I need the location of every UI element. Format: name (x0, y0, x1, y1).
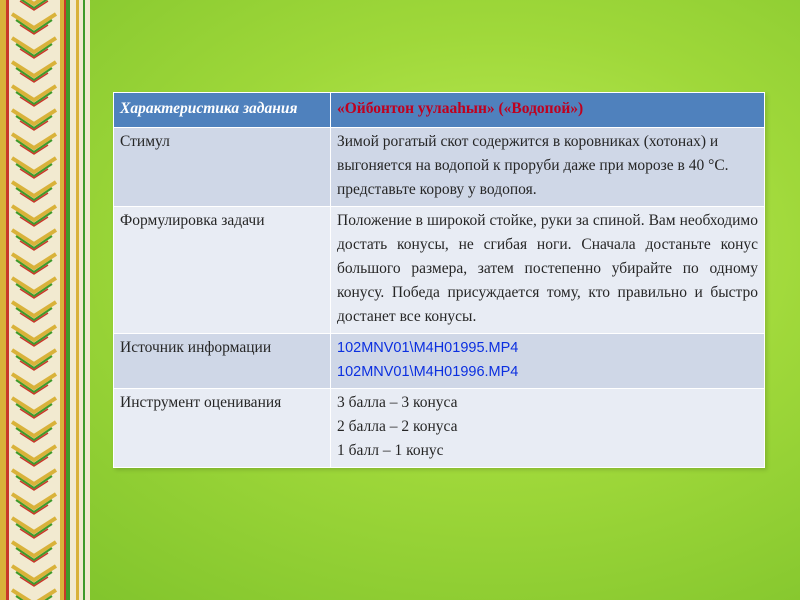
header-title-cell: «Ойбонтон уулааһын» («Водопой») (331, 93, 765, 128)
row-value-assessment-tool (331, 389, 765, 468)
row-label-stimulus: Стимул (114, 128, 331, 207)
table-row (114, 334, 765, 389)
video-link-2[interactable]: 102MNV01\M4H01996.MP4 (337, 364, 519, 381)
video-link-1[interactable]: 102MNV01\M4H01995.MP4 (337, 340, 519, 357)
row-label-info-source: Источник информации (114, 334, 331, 389)
header-label-cell: Характеристика задания (114, 93, 331, 128)
row-value-task-wording: Положение в широкой стойке, руки за спиной. Вам необходимо достать конусы, не сгибая ноги. Сначала достаньте конус большого размера, затем постепенно убирайте по одному конусу. Победа присуждается тому, кто правильно и быстро достанет все конусы. (331, 207, 765, 334)
row-value-stimulus: Зимой рогатый скот содержится в коровниках (хотонах) и выгоняется на водопой к проруби даже при морозе в 40 °С. представьте корову у водопоя. (331, 128, 765, 207)
score-line: 1 балл – 1 конус (337, 442, 444, 460)
score-line: 2 балла – 2 конуса (337, 418, 458, 436)
table-header-row (114, 93, 765, 128)
table-row (114, 128, 765, 207)
ornament-pattern (0, 0, 90, 600)
ornamental-border (0, 0, 90, 600)
score-line: 3 балла – 3 конуса (337, 394, 458, 412)
table-row (114, 389, 765, 468)
row-label-task-wording: Формулировка задачи (114, 207, 331, 334)
table-row (114, 207, 765, 334)
task-characteristics-table (113, 92, 765, 468)
row-label-assessment-tool: Инструмент оценивания (114, 389, 331, 468)
row-value-info-source (331, 334, 765, 389)
